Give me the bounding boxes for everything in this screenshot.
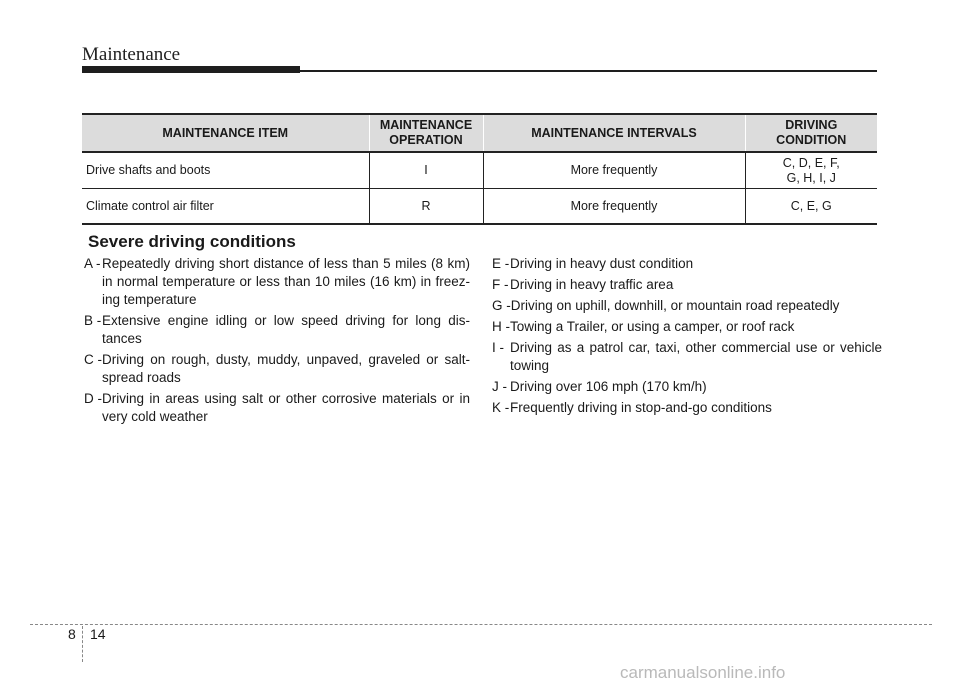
page-number: 14 [90,626,106,642]
condition-text: Towing a Trailer, or using a camper, or roof rack [510,319,795,334]
footer-page-separator [82,626,83,662]
condition-text: Driving in areas using salt or other corrosive materials or in very cold weather [102,391,470,424]
footer-divider [30,624,932,625]
table-header-row [82,114,877,152]
maintenance-table [82,113,877,225]
condition-item [492,297,882,315]
cell-operation: I [369,152,483,189]
cell-condition: C, E, G [745,189,877,225]
condition-label: J - [492,379,507,394]
col-header-condition: DRIVING CONDITION [745,114,877,152]
condition-text: Driving over 106 mph (170 km/h) [510,379,707,394]
col-header-operation: MAINTENANCE OPERATION [369,114,483,152]
condition-item [492,276,882,294]
condition-item [84,255,470,309]
cell-item: Climate control air filter [82,189,369,225]
table-row [82,189,877,225]
condition-label: I - [492,340,504,355]
condition-item [84,351,470,387]
condition-item [84,390,470,426]
table-row [82,152,877,189]
condition-label: H - [492,319,510,334]
conditions-list-left [84,255,470,429]
severe-conditions-title: Severe driving conditions [88,232,296,251]
condition-text: Extensive engine idling or low speed driving for long dis-tances [102,313,470,346]
condition-item [492,378,882,396]
cell-operation: R [369,189,483,225]
condition-label: G - [492,298,511,313]
section-title: Maintenance [82,44,181,65]
condition-label: C - [84,352,102,367]
condition-label: A - [84,256,101,271]
condition-item [492,318,882,336]
condition-label: F - [492,277,509,292]
condition-text: Driving in heavy traffic area [510,277,674,292]
condition-label: K - [492,400,510,415]
condition-text: Driving on rough, dusty, muddy, unpaved, graveled or salt-spread roads [102,352,470,385]
condition-text: Driving on uphill, downhill, or mountain road repeatedly [510,298,840,313]
col-header-intervals: MAINTENANCE INTERVALS [483,114,745,152]
cell-condition: C, D, E, F, G, H, I, J [745,152,877,189]
cell-interval: More frequently [483,152,745,189]
condition-item [492,399,882,417]
conditions-list-right [492,255,882,420]
header-rule-thick [82,66,300,73]
condition-label: E - [492,256,510,271]
condition-text: Driving in heavy dust condition [510,256,694,271]
condition-label: B - [84,313,102,328]
condition-item [492,339,882,375]
cell-item: Drive shafts and boots [82,152,369,189]
condition-label: D - [84,391,102,406]
chapter-number: 8 [68,626,76,642]
cell-interval: More frequently [483,189,745,225]
condition-item [84,312,470,348]
condition-text: Frequently driving in stop-and-go conditions [510,400,772,415]
header-rule-thin [300,70,877,72]
condition-text: Driving as a patrol car, taxi, other commercial use or vehicle towing [510,340,882,373]
condition-text: Repeatedly driving short distance of less than 5 miles (8 km) in normal temperature or less than 10 miles (16 km) in freez-ing temperature [102,256,470,307]
watermark: carmanualsonline.info [620,663,786,682]
col-header-item: MAINTENANCE ITEM [82,114,369,152]
condition-item [492,255,882,273]
